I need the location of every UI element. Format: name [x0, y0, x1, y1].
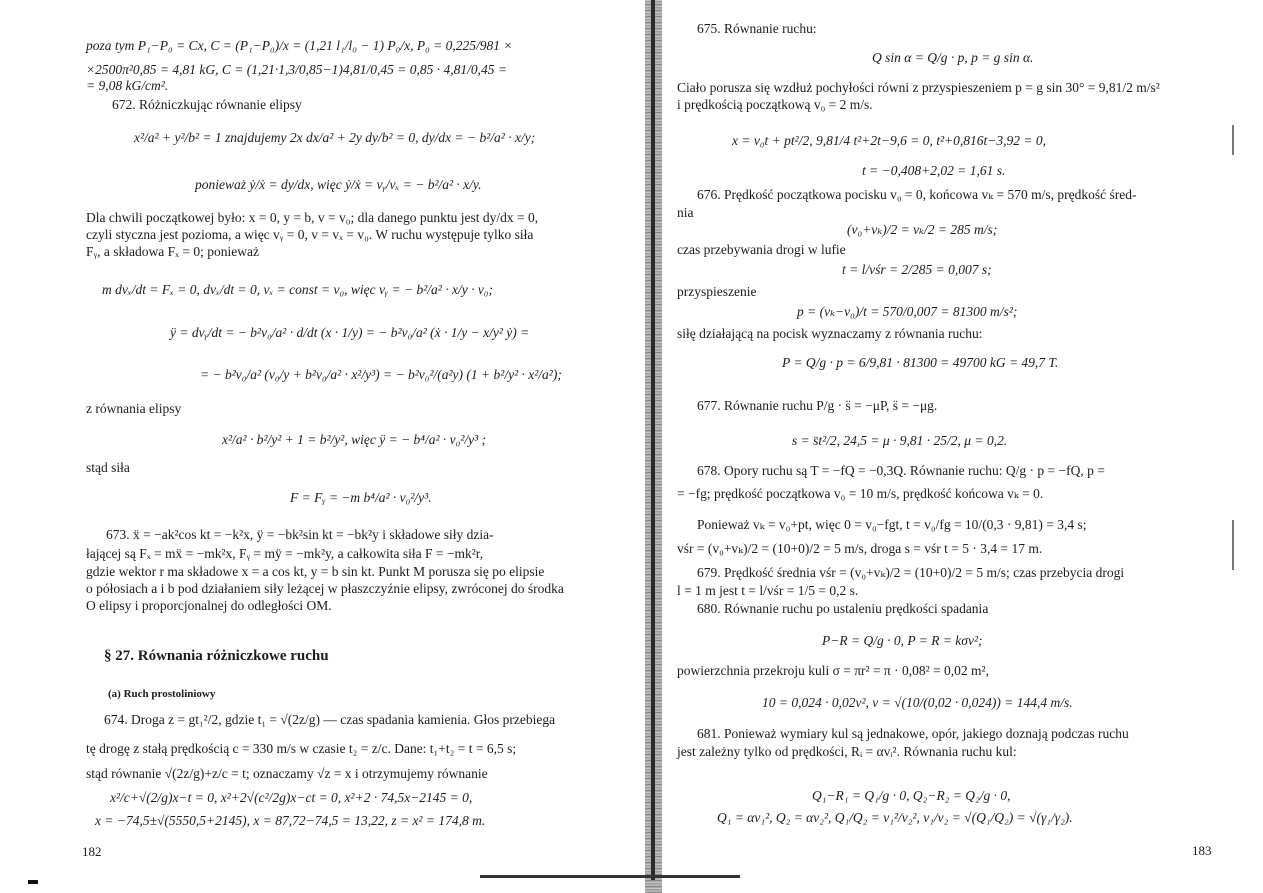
problem-678: 678. Opory ruchu są T = −fQ = −0,3Q. Równanie ruchu: Q/g · p = −fQ, p = — [697, 463, 1105, 478]
equation: ponieważ ẏ/ẋ = dy/dx, więc ẏ/ẋ = vᵧ/vₓ = − b²/a² · x/y. — [195, 177, 482, 192]
right-page — [662, 0, 1263, 893]
text-line: tę drogę z stałą prędkością c = 330 m/s w czasie t₂ = z/c. Dane: t₁+t₂ = t = 6,5 s; — [86, 741, 517, 756]
text-line: i prędkością początkową v₀ = 2 m/s. — [677, 97, 873, 112]
problem-680: 680. Równanie ruchu po ustaleniu prędkości spadania — [697, 601, 989, 616]
text-line: poza tym P₁−P₀ = Cx, C = (P₁−P₀)/x = (1,21 l₁/l₀ − 1) P₀/x, P₀ = 0,225/981 × — [86, 38, 513, 53]
equation: P−R = Q/g · 0, P = R = kσv²; — [822, 633, 983, 648]
text-line: Dla chwili początkowej było: x = 0, y = b, v = v₀; dla danego punktu jest dy/dx = 0, — [86, 210, 539, 225]
text-line: l = 1 m jest t = l/vśr = 1/5 = 0,2 s. — [677, 583, 859, 598]
equation: x = v₀t + pt²/2, 9,81/4 t²+2t−9,6 = 0, t²+0,816t−3,92 = 0, — [732, 133, 1046, 148]
text-line: powierzchnia przekroju kuli σ = πr² = π · 0,08² = 0,02 m², — [677, 663, 989, 678]
equation: Q₁−R₁ = Q₁/g · 0, Q₂−R₂ = Q₂/g · 0, — [812, 788, 1011, 803]
equation: P = Q/g · p = 6/9,81 · 81300 = 49700 kG = 49,7 T. — [782, 355, 1059, 370]
equation: ÿ = dvᵧ/dt = − b²v₀/a² · d/dt (x · 1/y) = − b²v₀/a² (ẋ · 1/y − x/y² ẏ) = — [170, 325, 530, 340]
equation: F = Fᵧ = −m b⁴/a² · v₀²/y³. — [290, 490, 432, 505]
problem-681: 681. Ponieważ wymiary kul są jednakowe, opór, jakiego doznają podczas ruchu — [697, 726, 1129, 741]
text-line: O elipsy i proporcjonalnej do odległości OM. — [86, 598, 332, 613]
equation: p = (vₖ−v₀)/t = 570/0,007 = 81300 m/s²; — [797, 304, 1018, 319]
page-number: 183 — [1192, 843, 1212, 858]
text-line: czas przebywania drogi w lufie — [677, 242, 846, 257]
equation: = − b²v₀/a² (v₀/y + b²v₀/a² · x²/y³) = − b²v₀²/(a²y) (1 + b²/y² · x²/a²); — [200, 367, 562, 382]
section-heading: § 27. Równania różniczkowe ruchu — [104, 648, 329, 664]
problem-676: 676. Prędkość początkowa pocisku v₀ = 0, końcowa vₖ = 570 m/s, prędkość śred- — [697, 187, 1137, 202]
equation: t = −0,408+2,02 = 1,61 s. — [862, 163, 1006, 178]
equation: (v₀+vₖ)/2 = vₖ/2 = 285 m/s; — [847, 222, 998, 237]
text-line: o półosiach a i b pod działaniem siły leżącej w płaszczyźnie elipsy, zwróconej do środka — [86, 581, 564, 596]
text-line: łającej są Fₓ = mẍ = −mk²x, Fᵧ = mÿ = −mk²y, a całkowita siła F = −mk²r, — [86, 546, 484, 561]
text-line: przyspieszenie — [677, 284, 757, 299]
problem-679: 679. Prędkość średnia vśr = (v₀+vₖ)/2 = (10+0)/2 = 5 m/s; czas przebycia drogi — [697, 565, 1125, 580]
text-line: stąd siła — [86, 460, 130, 475]
text-line: vśr = (v₀+vₖ)/2 = (10+0)/2 = 5 m/s, droga s = vśr t = 5 · 3,4 = 17 m. — [677, 541, 1043, 556]
problem-674: 674. Droga z = gt₁²/2, gdzie t₁ = √(2z/g) — czas spadania kamienia. Głos przebiega — [104, 712, 556, 727]
equation: x = −74,5±√(5550,5+2145), x = 87,72−74,5 = 13,22, z = x² = 174,8 m. — [95, 813, 486, 828]
equation: m dvₓ/dt = Fₓ = 0, dvₓ/dt = 0, vₓ = const = v₀, więc vᵧ = − b²/a² · x/y · v₀; — [102, 282, 493, 297]
text-line: Ciało porusza się wzdłuż pochyłości równi z przyspieszeniem p = g sin 30° = 9,81/2 m/s² — [677, 80, 1160, 95]
text-line: = 9,08 kG/cm². — [86, 78, 169, 93]
text-line: Ponieważ vₖ = v₀+pt, więc 0 = v₀−fgt, t = v₀/fg = 10/(0,3 · 9,81) = 3,4 s; — [697, 517, 1087, 532]
text-line: ×2500π²0,85 = 4,81 kG, C = (1,21·1,3/0,85−1)4,81/0,45 = 0,85 · 4,81/0,45 = — [86, 62, 507, 77]
page-number: 182 — [82, 844, 102, 859]
problem-673: 673. ẍ = −ak²cos kt = −k²x, ÿ = −bk²sin kt = −bk²y i składowe siły dzia- — [106, 527, 494, 542]
text-line: Fᵧ, a składowa Fₓ = 0; ponieważ — [86, 244, 259, 259]
problem-677: 677. Równanie ruchu P/g · s̈ = −μP, s̈ = −μg. — [697, 398, 938, 413]
text-line: jest zależny tylko od prędkości, Rᵢ = αvᵢ². Równania ruchu kul: — [677, 744, 1017, 759]
equation: t = l/vśr = 2/285 = 0,007 s; — [842, 262, 992, 277]
equation: x²/c+√(2/g)x−t = 0, x²+2√(c²/2g)x−ct = 0, x²+2 · 74,5x−2145 = 0, — [110, 790, 473, 805]
problem-672-heading: 672. Różniczkując równanie elipsy — [112, 97, 302, 112]
text-line: siłę działającą na pocisk wyznaczamy z równania ruchu: — [677, 326, 983, 341]
equation: Q₁ = αv₁², Q₂ = αv₂², Q₁/Q₂ = v₁²/v₂², v₁/v₂ = √(Q₁/Q₂) = √(γ₁/γ₂). — [717, 810, 1073, 825]
equation: s = s̈t²/2, 24,5 = μ · 9,81 · 25/2, μ = 0,2. — [792, 433, 1008, 448]
subsection-heading: (a) Ruch prostoliniowy — [108, 688, 216, 700]
text-line: nia — [677, 205, 694, 220]
equation: x²/a² · b²/y² + 1 = b²/y², więc ÿ = − b⁴/a² · v₀²/y³ ; — [222, 432, 487, 447]
equation: x²/a² + y²/b² = 1 znajdujemy 2x dx/a² + 2y dy/b² = 0, dy/dx = − b²/a² · x/y; — [134, 130, 536, 145]
text-line: z równania elipsy — [86, 401, 182, 416]
equation: Q sin α = Q/g · p, p = g sin α. — [872, 50, 1034, 65]
problem-675-heading: 675. Równanie ruchu: — [697, 21, 817, 36]
equation: 10 = 0,024 · 0,02v², v = √(10/(0,02 · 0,024)) = 144,4 m/s. — [762, 695, 1073, 710]
text-line: = −fg; prędkość początkowa v₀ = 10 m/s, prędkość końcowa vₖ = 0. — [677, 486, 1044, 501]
text-line: czyli styczna jest pozioma, a więc vᵧ = 0, v = vₓ = v₀. W ruchu występuje tylko siła — [86, 227, 534, 242]
book-spine-shadow — [651, 0, 655, 880]
text-line: gdzie wektor r ma składowe x = a cos kt, y = b sin kt. Punkt M porusza się po elipsie — [86, 564, 545, 579]
text-line: stąd równanie √(2z/g)+z/c = t; oznaczamy √z = x i otrzymujemy równanie — [86, 766, 488, 781]
